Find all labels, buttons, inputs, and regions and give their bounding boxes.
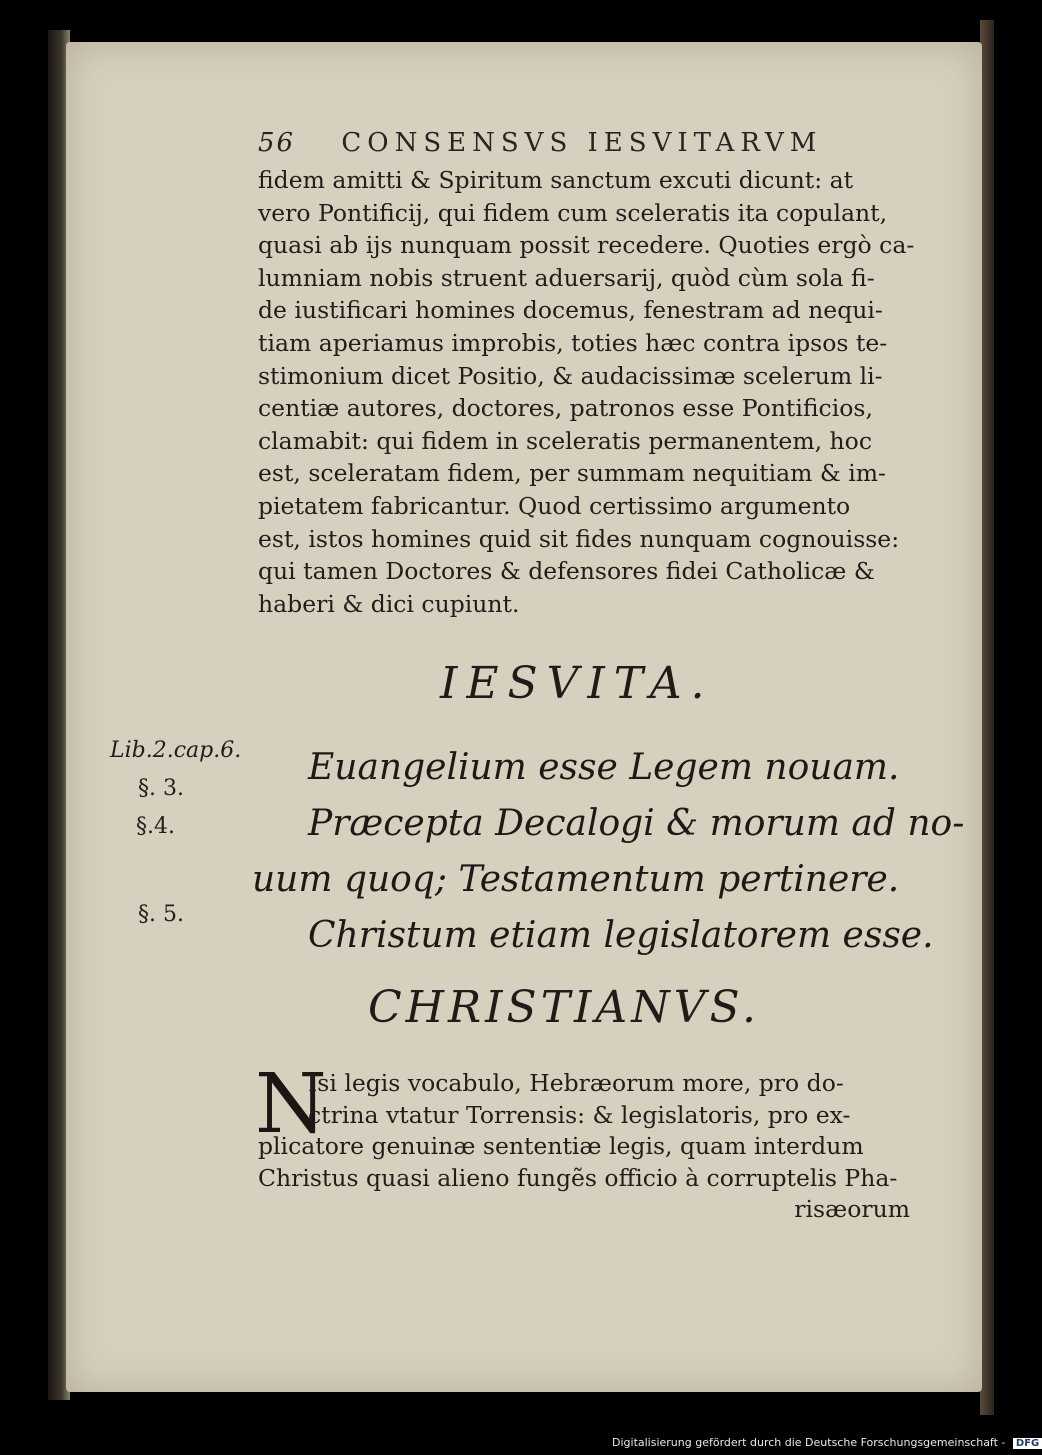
page-number: 56 bbox=[258, 128, 296, 158]
body-line: pietatem fabricantur. Quod certissimo argumento bbox=[258, 491, 851, 520]
running-title: CONSENSVS IESVITARVM bbox=[341, 128, 823, 158]
page-edge bbox=[980, 20, 994, 1415]
body-paragraph bbox=[258, 164, 915, 620]
body-line: stimonium dicet Positio, & audacissimæ scelerum li- bbox=[258, 361, 883, 390]
reply-line: Christus quasi alieno fungẽs officio à corruptelis Pha- bbox=[258, 1163, 898, 1192]
reply-line: plicatore genuinæ sententiæ legis, quam interdum bbox=[258, 1132, 864, 1160]
body-line: lumniam nobis struent aduersarij, quòd cùm sola fi- bbox=[258, 263, 875, 292]
thesis-line: Christum etiam legislatorem esse. bbox=[308, 915, 934, 956]
running-header bbox=[258, 128, 822, 158]
section-heading-iesvita: IESVITA. bbox=[440, 658, 714, 709]
section-heading-christianvs: CHRISTIANVS. bbox=[368, 982, 761, 1033]
body-line: est, sceleratam fidem, per summam nequitiam & im- bbox=[258, 459, 886, 488]
body-line: tiam aperiamus improbis, toties hæc contra ipsos te- bbox=[258, 328, 888, 357]
body-line: qui tamen Doctores & defensores fidei Catholicæ & bbox=[258, 557, 875, 586]
body-line: clamabit: qui fidem in sceleratis permanentem, hoc bbox=[258, 426, 872, 455]
margin-section-3: §. 3. bbox=[138, 776, 184, 801]
reply-line: Isi legis vocabulo, Hebræorum more, pro do- bbox=[308, 1069, 844, 1097]
thesis-line: uum quoq; Testamentum pertinere. bbox=[252, 859, 900, 900]
thesis-line: Præcepta Decalogi & morum ad no- bbox=[308, 803, 965, 844]
margin-section-4: §.4. bbox=[136, 814, 175, 839]
reply-paragraph bbox=[258, 1068, 910, 1226]
thesis-line: Euangelium esse Legem nouam. bbox=[308, 747, 900, 788]
margin-reference: Lib.2.cap.6. bbox=[110, 738, 242, 763]
body-line: haberi & dici cupiunt. bbox=[258, 589, 520, 618]
credit-text: Digitalisierung gefördert durch die Deutsche Forschungsgemeinschaft - bbox=[612, 1436, 1006, 1449]
body-line: fidem amitti & Spiritum sanctum excuti dicunt: at bbox=[258, 166, 854, 194]
body-line: de iustificari homines docemus, fenestram ad nequi- bbox=[258, 296, 883, 325]
catchword: risæorum bbox=[794, 1195, 910, 1223]
body-line: centiæ autores, doctores, patronos esse Pontificios, bbox=[258, 394, 873, 423]
margin-section-5: §. 5. bbox=[138, 902, 184, 927]
reply-line: ctrina vtatur Torrensis: & legislatoris, pro ex- bbox=[308, 1100, 851, 1129]
dfg-logo: DFG bbox=[1013, 1438, 1042, 1449]
jesuit-theses bbox=[252, 740, 964, 964]
body-line: vero Pontificij, qui fidem cum sceleratis ita copulant, bbox=[258, 198, 888, 227]
drop-cap: N bbox=[255, 1057, 327, 1152]
body-line: quasi ab ijs nunquam possit recedere. Quoties ergò ca- bbox=[258, 231, 915, 260]
body-line: est, istos homines quid sit fides nunquam cognouisse: bbox=[258, 524, 900, 553]
digitization-credit bbox=[612, 1436, 1042, 1449]
